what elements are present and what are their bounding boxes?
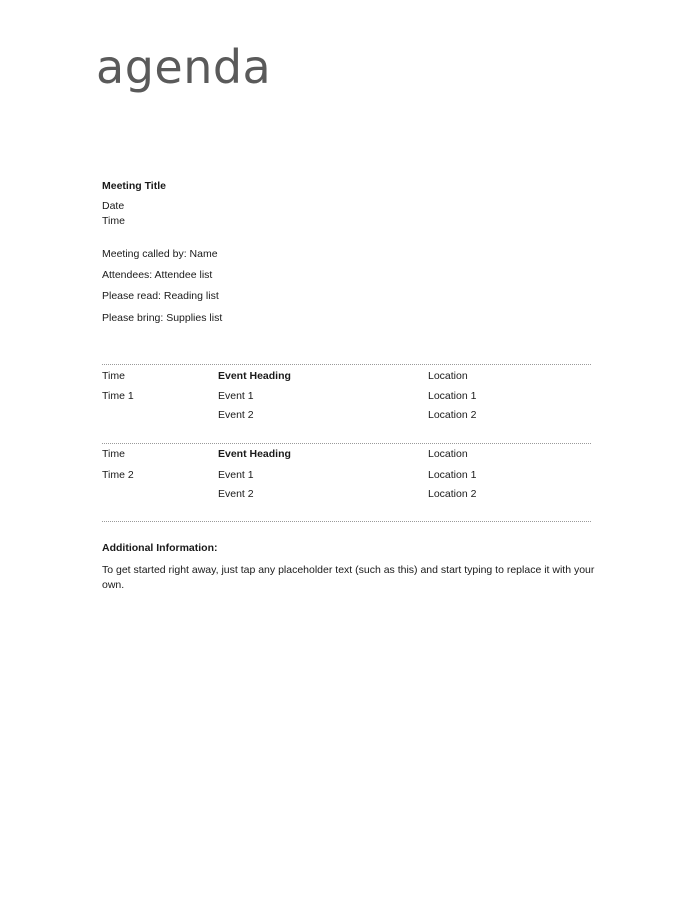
table-cell-event[interactable]: Event 1 <box>218 390 254 402</box>
table-cell-location[interactable]: Location 1 <box>428 469 477 481</box>
attendees-line[interactable]: Attendees: Attendee list <box>102 269 213 281</box>
meeting-date[interactable]: Date <box>102 200 125 212</box>
additional-info-heading[interactable]: Additional Information: <box>102 542 218 554</box>
table-header-location[interactable]: Location <box>428 448 468 460</box>
table-cell-location[interactable]: Location 2 <box>428 488 477 500</box>
table-cell-time[interactable]: Time 2 <box>102 469 134 481</box>
table-cell-location[interactable]: Location 2 <box>428 409 477 421</box>
table-header-time[interactable]: Time <box>102 448 125 460</box>
divider <box>102 364 591 365</box>
meeting-called-by[interactable]: Meeting called by: Name <box>102 248 218 260</box>
table-header-event[interactable]: Event Heading <box>218 448 291 460</box>
page-title[interactable]: agenda <box>96 40 272 94</box>
table-header-time[interactable]: Time <box>102 370 125 382</box>
table-header-location[interactable]: Location <box>428 370 468 382</box>
additional-info-text[interactable]: To get started right away, just tap any placeholder text (such as this) and start typing to replace it with your own. <box>102 564 595 592</box>
please-read-line[interactable]: Please read: Reading list <box>102 290 219 302</box>
divider <box>102 443 591 444</box>
meeting-title[interactable]: Meeting Title <box>102 180 166 192</box>
table-cell-event[interactable]: Event 2 <box>218 409 254 421</box>
meeting-time[interactable]: Time <box>102 215 125 227</box>
table-cell-event[interactable]: Event 1 <box>218 469 254 481</box>
table-cell-location[interactable]: Location 1 <box>428 390 477 402</box>
table-header-event[interactable]: Event Heading <box>218 370 291 382</box>
please-bring-line[interactable]: Please bring: Supplies list <box>102 312 223 324</box>
table-cell-event[interactable]: Event 2 <box>218 488 254 500</box>
divider <box>102 521 591 522</box>
table-cell-time[interactable]: Time 1 <box>102 390 134 402</box>
